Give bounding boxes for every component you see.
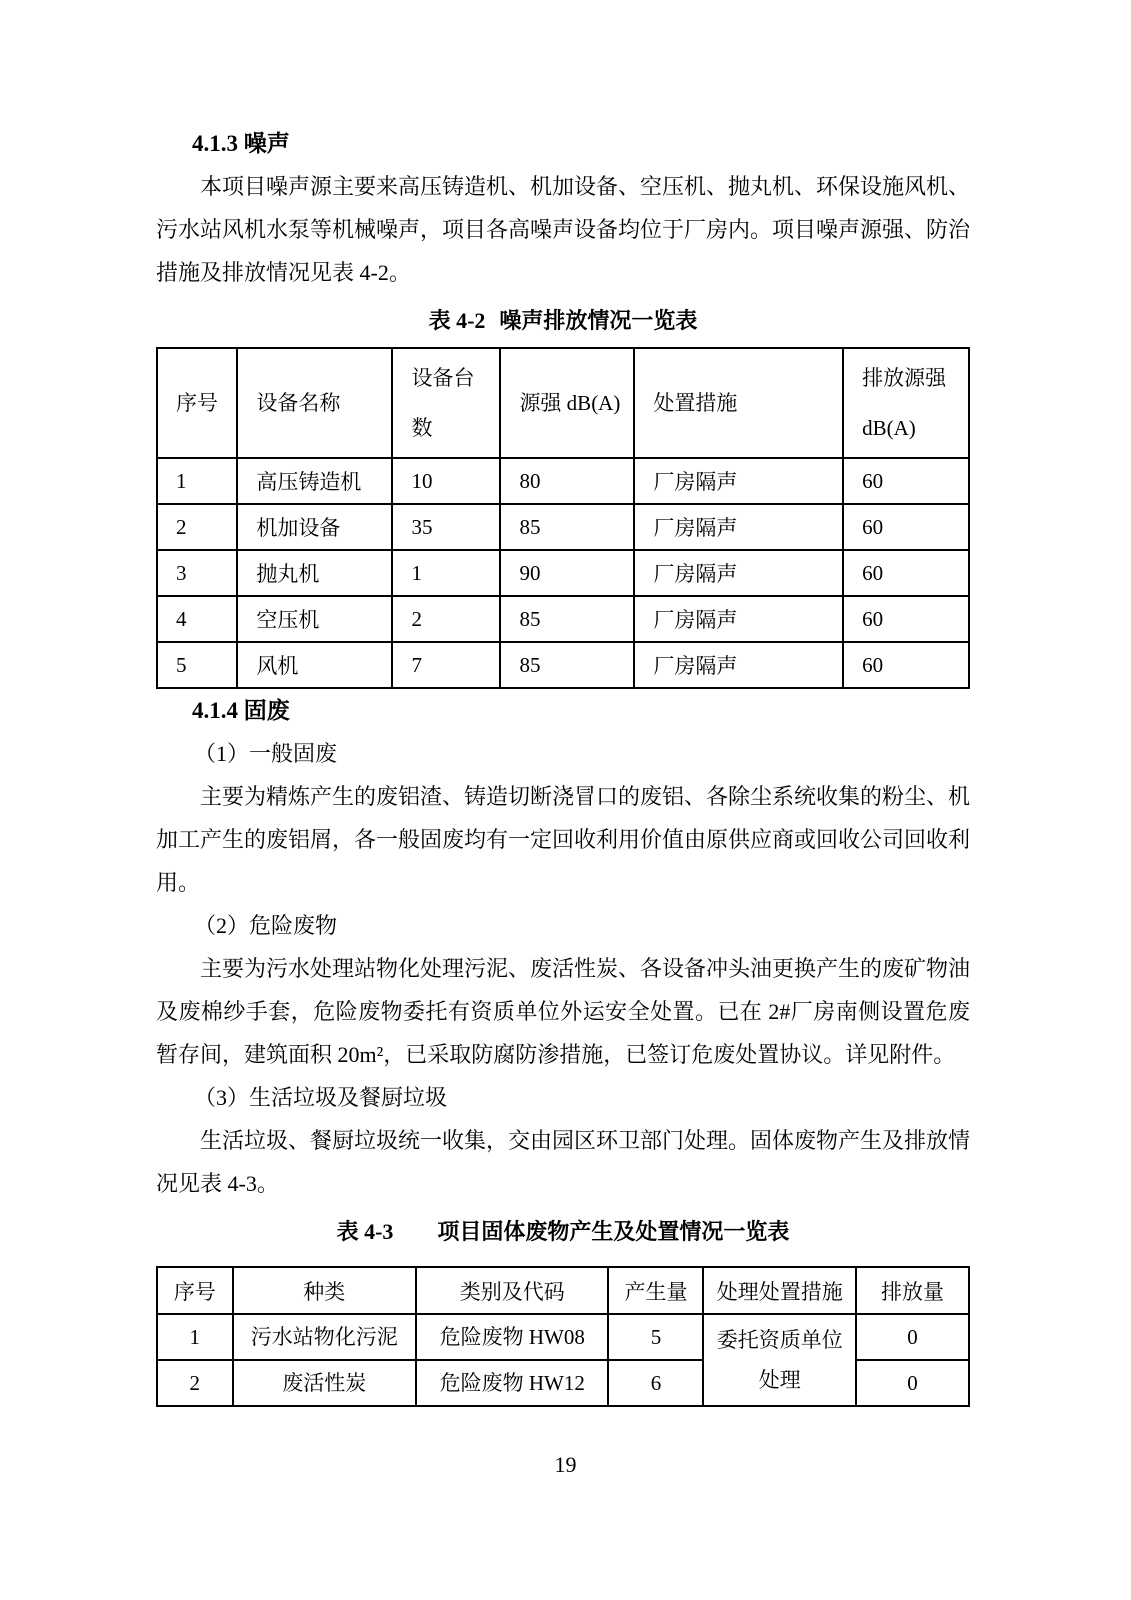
table-cell: 污水站物化污泥 — [233, 1314, 417, 1360]
table-cell: 危险废物 HW08 — [416, 1314, 608, 1360]
table-4-3-caption-label: 表 4-3 — [336, 1219, 394, 1244]
table-row — [157, 1314, 969, 1360]
section-4-1-4-heading: 4.1.4 固废 — [192, 698, 290, 723]
page-number: 19 — [554, 1452, 577, 1477]
table-cell: 1 — [157, 458, 237, 504]
table-cell: 7 — [392, 642, 500, 688]
column-header: 产生量 — [608, 1267, 703, 1314]
table-cell: 厂房隔声 — [634, 504, 843, 550]
section-4-1-3-heading: 4.1.3 噪声 — [192, 131, 290, 156]
noise-source-paragraph: 本项目噪声源主要来高压铸造机、机加设备、空压机、抛丸机、环保设施风机、污水站风机水泵等机械噪声，项目各高噪声设备均位于厂房内。项目噪声源强、防治措施及排放情况见表 4-2。 — [156, 174, 971, 285]
table-cell: 机加设备 — [237, 504, 392, 550]
table-cell: 5 — [157, 642, 237, 688]
table-4-2-caption-title: 噪声排放情况一览表 — [499, 308, 698, 333]
subheading-hazardous-waste: （2）危险废物 — [194, 913, 338, 938]
table-cell: 厂房隔声 — [634, 458, 843, 504]
table-4-2-caption-label: 表 4-2 — [428, 308, 486, 333]
table-cell: 60 — [843, 504, 969, 550]
table-cell: 0 — [856, 1314, 969, 1360]
table-cell: 60 — [843, 550, 969, 596]
table-cell: 3 — [157, 550, 237, 596]
table-cell: 高压铸造机 — [237, 458, 392, 504]
column-header: 种类 — [233, 1267, 417, 1314]
table-cell: 危险废物 HW12 — [416, 1360, 608, 1406]
noise-emission-table — [156, 347, 970, 689]
table-row — [157, 550, 969, 596]
table-row — [157, 458, 969, 504]
table-4-3-caption-title: 项目固体废物产生及处置情况一览表 — [437, 1219, 790, 1244]
table-row — [157, 504, 969, 550]
subheading-general-solid-waste: （1）一般固废 — [194, 741, 338, 766]
table-cell: 空压机 — [237, 596, 392, 642]
table-cell: 抛丸机 — [237, 550, 392, 596]
table-cell: 4 — [157, 596, 237, 642]
column-header: 设备台数 — [392, 348, 500, 458]
column-header: 序号 — [157, 348, 237, 458]
table-row — [157, 596, 969, 642]
column-header: 处理处置措施 — [703, 1267, 856, 1314]
table-cell: 6 — [608, 1360, 703, 1406]
table-cell-merged: 委托资质单位处理 — [703, 1314, 856, 1406]
table-cell: 85 — [500, 596, 634, 642]
table-cell: 35 — [392, 504, 500, 550]
table-cell: 1 — [392, 550, 500, 596]
hazardous-waste-paragraph: 主要为污水处理站物化处理污泥、废活性炭、各设备冲头油更换产生的废矿物油及废棉纱手套，危险废物委托有资质单位外运安全处置。已在 2#厂房南侧设置危废暂存间，建筑面积 20m²，已采取防腐防渗措施，已签订危废处置协议。详见附件。 — [156, 956, 971, 1067]
column-header: 源强 dB(A) — [500, 348, 634, 458]
table-header-row — [157, 348, 969, 458]
table-cell: 90 — [500, 550, 634, 596]
table-cell: 2 — [157, 504, 237, 550]
table-cell: 60 — [843, 642, 969, 688]
table-cell: 2 — [157, 1360, 233, 1406]
table-cell: 10 — [392, 458, 500, 504]
table-cell: 60 — [843, 458, 969, 504]
column-header: 设备名称 — [237, 348, 392, 458]
table-header-row — [157, 1267, 969, 1314]
solid-waste-disposal-table — [156, 1266, 970, 1407]
table-cell: 2 — [392, 596, 500, 642]
table-cell: 60 — [843, 596, 969, 642]
table-cell: 厂房隔声 — [634, 596, 843, 642]
table-row — [157, 642, 969, 688]
table-cell: 风机 — [237, 642, 392, 688]
table-cell: 80 — [500, 458, 634, 504]
table-4-2-caption — [156, 299, 970, 342]
column-header: 类别及代码 — [416, 1267, 608, 1314]
column-header: 排放源强 dB(A) — [843, 348, 969, 458]
table-cell: 0 — [856, 1360, 969, 1406]
domestic-waste-paragraph: 生活垃圾、餐厨垃圾统一收集，交由园区环卫部门处理。固体废物产生及排放情况见表 4-3。 — [156, 1128, 971, 1196]
table-cell: 厂房隔声 — [634, 642, 843, 688]
table-cell: 厂房隔声 — [634, 550, 843, 596]
table-cell: 85 — [500, 642, 634, 688]
column-header: 排放量 — [856, 1267, 969, 1314]
table-cell: 5 — [608, 1314, 703, 1360]
table-4-3-caption — [156, 1210, 970, 1253]
table-cell: 废活性炭 — [233, 1360, 417, 1406]
column-header: 序号 — [157, 1267, 233, 1314]
table-cell: 1 — [157, 1314, 233, 1360]
table-cell: 85 — [500, 504, 634, 550]
general-solid-waste-paragraph: 主要为精炼产生的废铝渣、铸造切断浇冒口的废铝、各除尘系统收集的粉尘、机加工产生的废铝屑，各一般固废均有一定回收利用价值由原供应商或回收公司回收利用。 — [156, 784, 971, 895]
subheading-domestic-kitchen-waste: （3）生活垃圾及餐厨垃圾 — [194, 1085, 448, 1110]
column-header: 处置措施 — [634, 348, 843, 458]
